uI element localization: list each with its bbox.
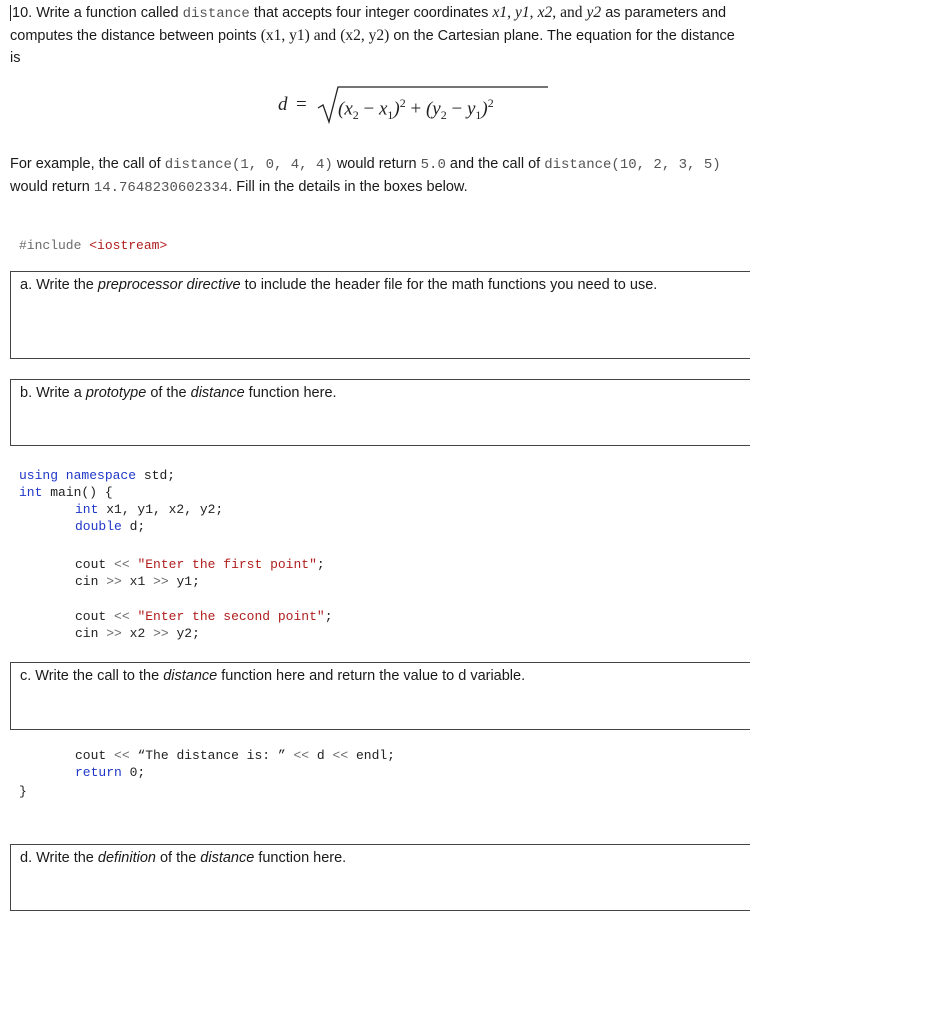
code-main: int main() { [19, 485, 113, 500]
equation-equals: = [296, 94, 307, 115]
example-call-1: distance(1, 0, 4, 4) [164, 157, 333, 173]
code-decl-double: double d; [75, 519, 146, 534]
question-text: 10. Write a function called distance that accepts four integer coordinates x1, y1, x2, and y2 as parameters and computes the distance between points (x1, y1) and (x2, y2) on the Cartesian plane. The equation for the distance is [10, 4, 735, 66]
example-call-2: distance(10, 2, 3, 5) [544, 157, 721, 173]
question-intro-4: on the Cartesian plane. The equation for the distance is [10, 28, 735, 66]
prompt-a: a. Write the preprocessor directive to include the header file for the math functions you need to use. [20, 277, 658, 293]
code-cout-2: cout << "Enter the second point"; [75, 609, 333, 624]
point-2: (x2, y2) [340, 27, 390, 44]
answer-input-c[interactable] [19, 691, 746, 725]
answer-input-b[interactable] [19, 408, 746, 441]
coord-and: and [560, 4, 583, 21]
answer-input-d[interactable] [19, 873, 746, 906]
example-text-1: For example, the call of [10, 156, 161, 172]
prompt-d: d. Write the definition of the distance function here. [20, 850, 347, 866]
function-name: distance [182, 6, 250, 22]
equation-radicand: $(x_2 - x_1)^2 + (y_2 - y_1)^2$ [338, 96, 494, 123]
code-close-brace: } [19, 784, 27, 799]
prompt-c: c. Write the call to the distance function here and return the value to d variable. [20, 668, 526, 684]
include-directive: #include <iostream> [19, 238, 168, 253]
question-intro-2: that accepts four integer coordinates [253, 5, 489, 21]
prompt-b: b. Write a prototype of the distance function here. [20, 385, 337, 401]
coord-x1: x1 [492, 4, 508, 21]
point-and: and [313, 27, 337, 44]
example-return-1: 5.0 [420, 157, 446, 173]
question-number: 10. [12, 5, 33, 21]
code-cin-2: cin >> x2 >> y2; [75, 626, 200, 641]
coord-x2: x2 [537, 4, 553, 21]
answer-box-a[interactable] [10, 271, 750, 359]
example-text-3: and the call of [449, 156, 541, 172]
equation-lhs: d [278, 94, 288, 115]
question-intro-1: Write a function called [36, 5, 179, 21]
point-1: (x1, y1) [260, 27, 310, 44]
example-text-2: would return [336, 156, 417, 172]
example-text-4: would return [10, 179, 90, 195]
code-cout-1: cout << "Enter the first point"; [75, 557, 325, 572]
code-return: return 0; [75, 765, 146, 780]
code-decl-int: int x1, y1, x2, y2; [75, 502, 224, 517]
answer-box-c[interactable] [10, 662, 750, 730]
code-cout-3: cout << “The distance is: ” << d << endl; [75, 748, 395, 763]
coord-y2: y2 [586, 4, 602, 21]
example-return-2: 14.7648230602334 [93, 180, 229, 196]
answer-box-b[interactable] [10, 379, 750, 446]
example-text [10, 153, 740, 199]
code-using: using namespace std; [19, 468, 176, 483]
example-text-5: . Fill in the details in the boxes below. [228, 179, 468, 195]
coord-y1: y1 [515, 4, 530, 21]
code-cin-1: cin >> x1 >> y1; [75, 574, 200, 589]
answer-box-d[interactable] [10, 844, 750, 911]
question-intro-3: as parameters and computes the distance between points [10, 5, 727, 44]
answer-input-a[interactable] [19, 300, 746, 354]
